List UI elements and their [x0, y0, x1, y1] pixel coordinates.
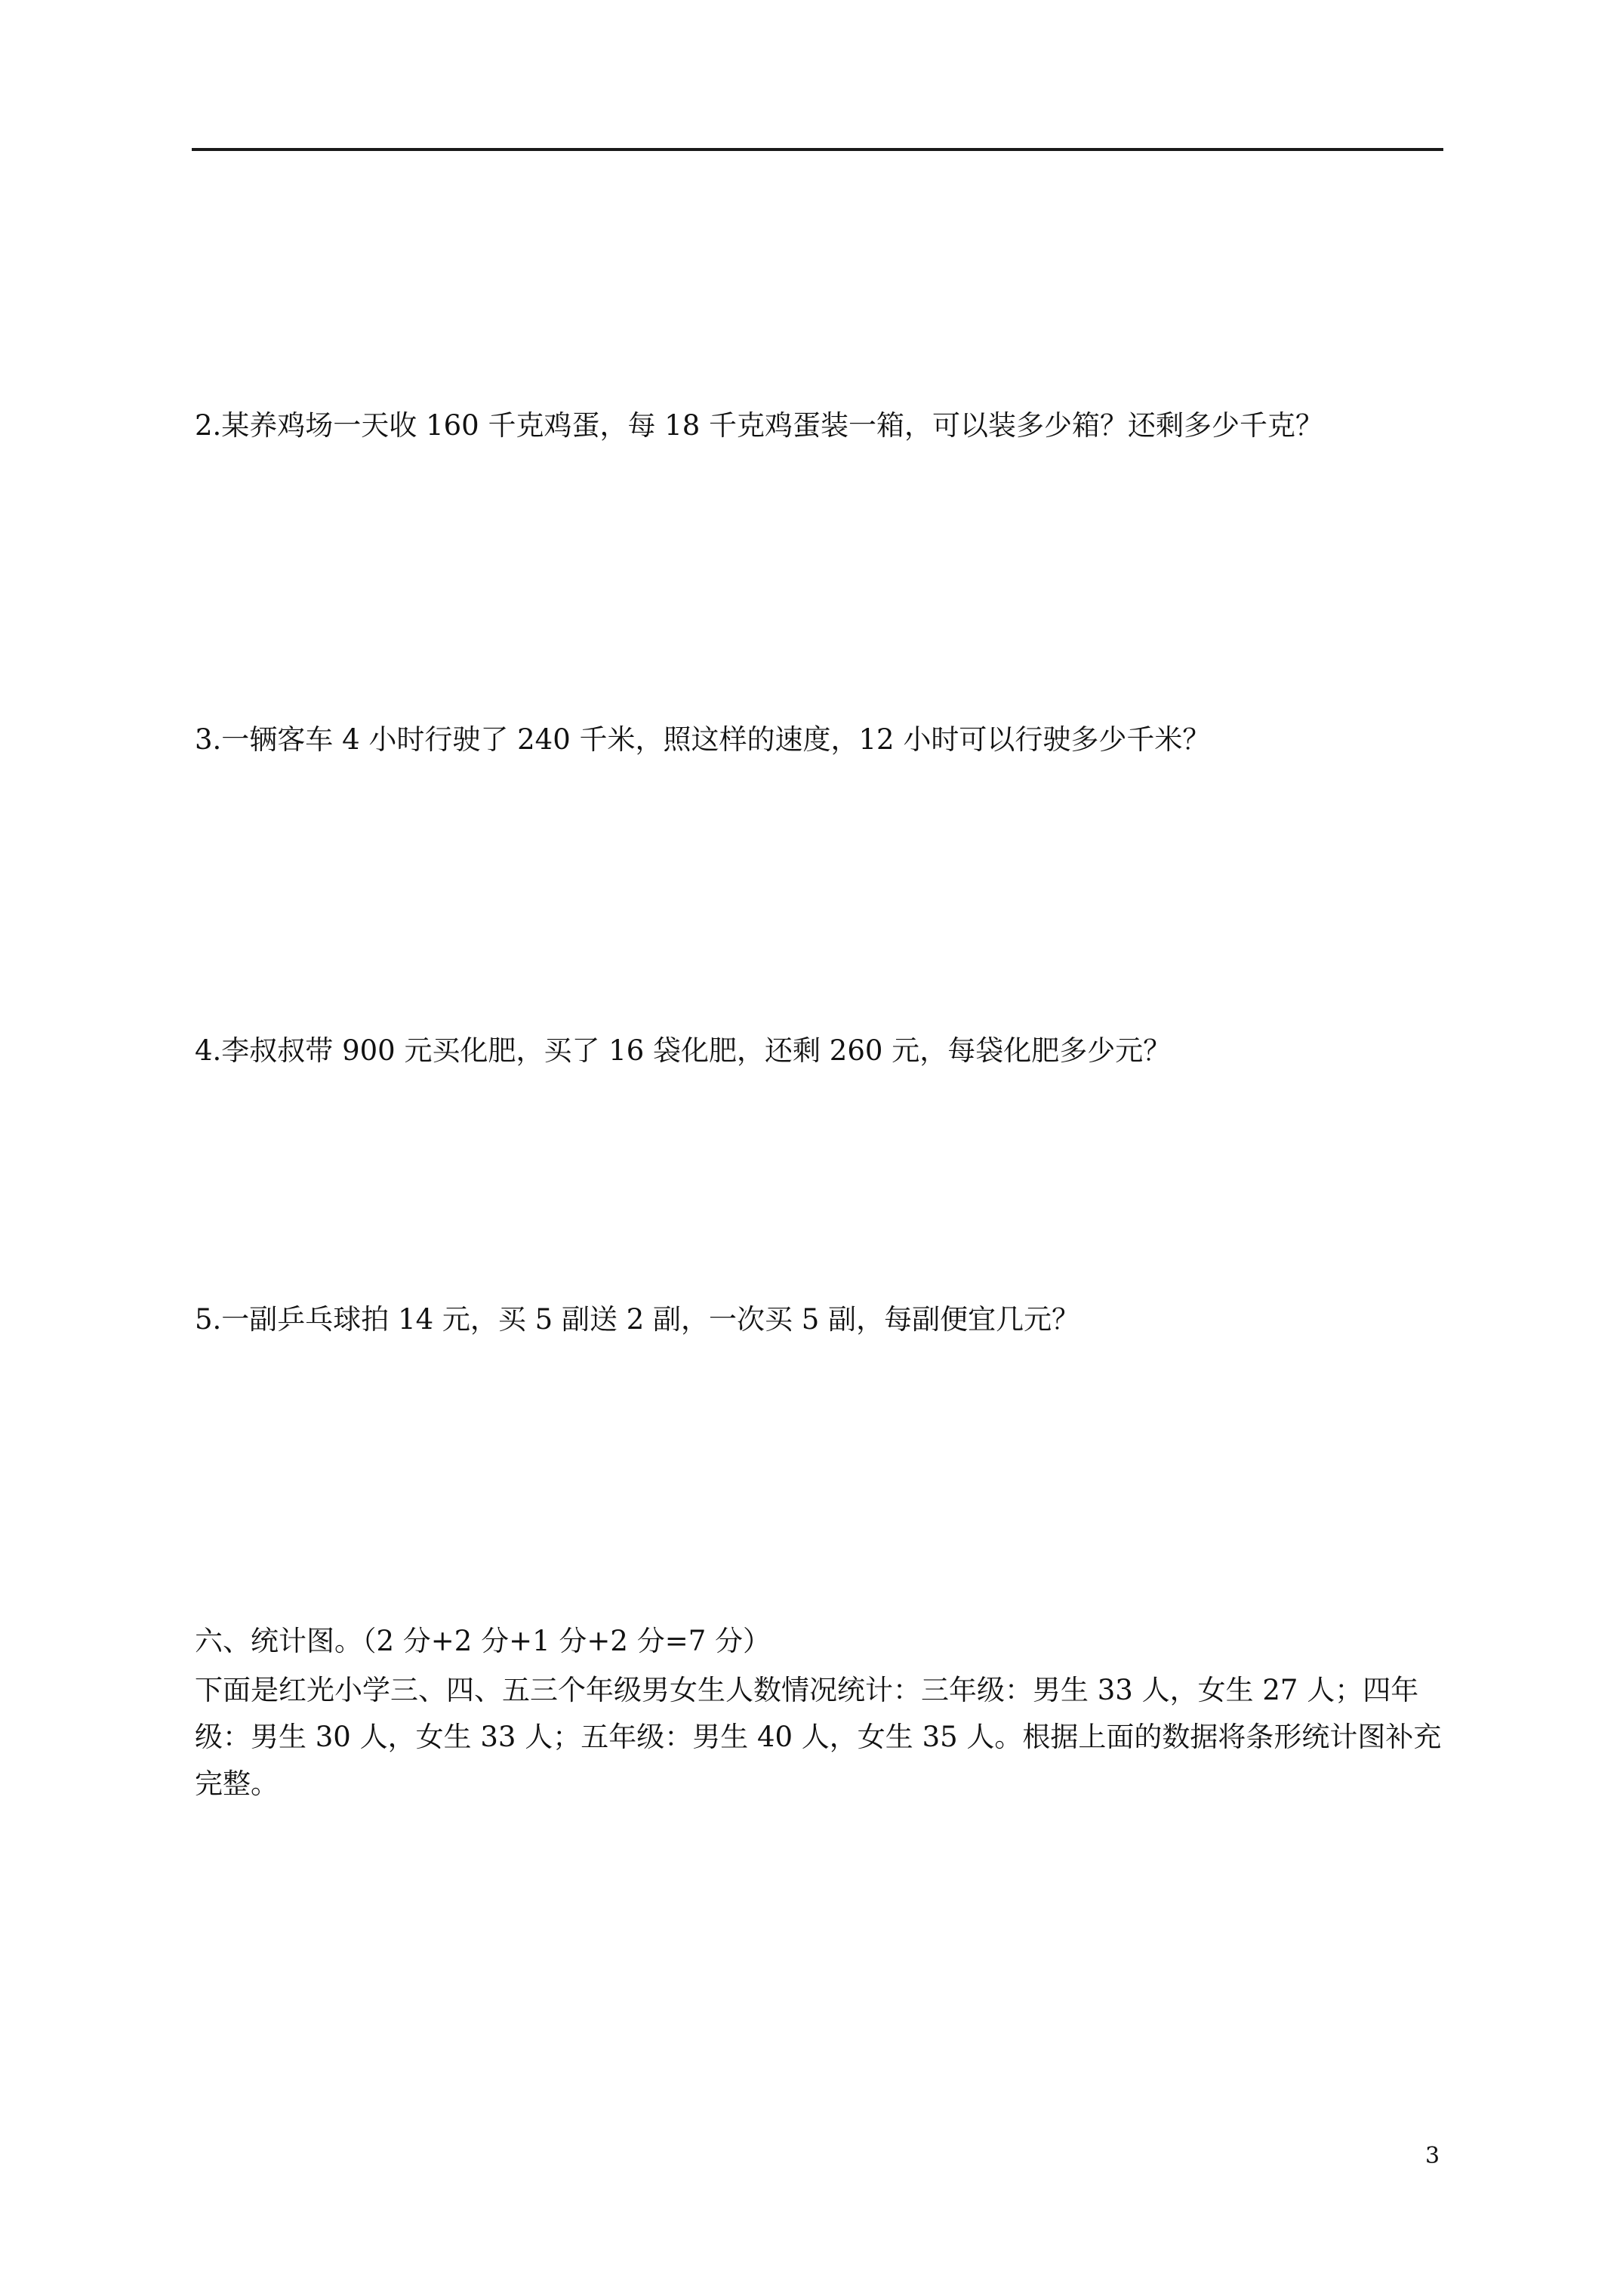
description-line-1: 下面是红光小学三、四、五三个年级男女生人数情况统计：三年级：男生 33 人，女生 27 人；四年 — [195, 1674, 1419, 1706]
question-2: 2.某养鸡场一天收 160 千克鸡蛋，每 18 千克鸡蛋装一箱，可以装多少箱？还剩多少千克？ — [195, 409, 1324, 442]
question-3: 3.一辆客车 4 小时行驶了 240 千米，照这样的速度，12 小时可以行驶多少千米？ — [195, 723, 1211, 756]
question-5: 5.一副乒乓球拍 14 元，买 5 副送 2 副，一次买 5 副，每副便宜几元？ — [195, 1303, 1080, 1336]
description-line-3: 完整。 — [195, 1767, 279, 1800]
header-rule — [192, 148, 1443, 151]
section-6-title: 六、统计图。（2 分+2 分+1 分+2 分=7 分） — [195, 1625, 771, 1657]
section-6-description — [195, 1667, 1448, 1808]
page-number: 3 — [1425, 2143, 1440, 2169]
question-4: 4.李叔叔带 900 元买化肥，买了 16 袋化肥，还剩 260 元，每袋化肥多少元？ — [195, 1034, 1172, 1067]
description-line-2: 级：男生 30 人，女生 33 人；五年级：男生 40 人，女生 35 人。根据上面的数据将条形统计图补充 — [195, 1721, 1442, 1753]
